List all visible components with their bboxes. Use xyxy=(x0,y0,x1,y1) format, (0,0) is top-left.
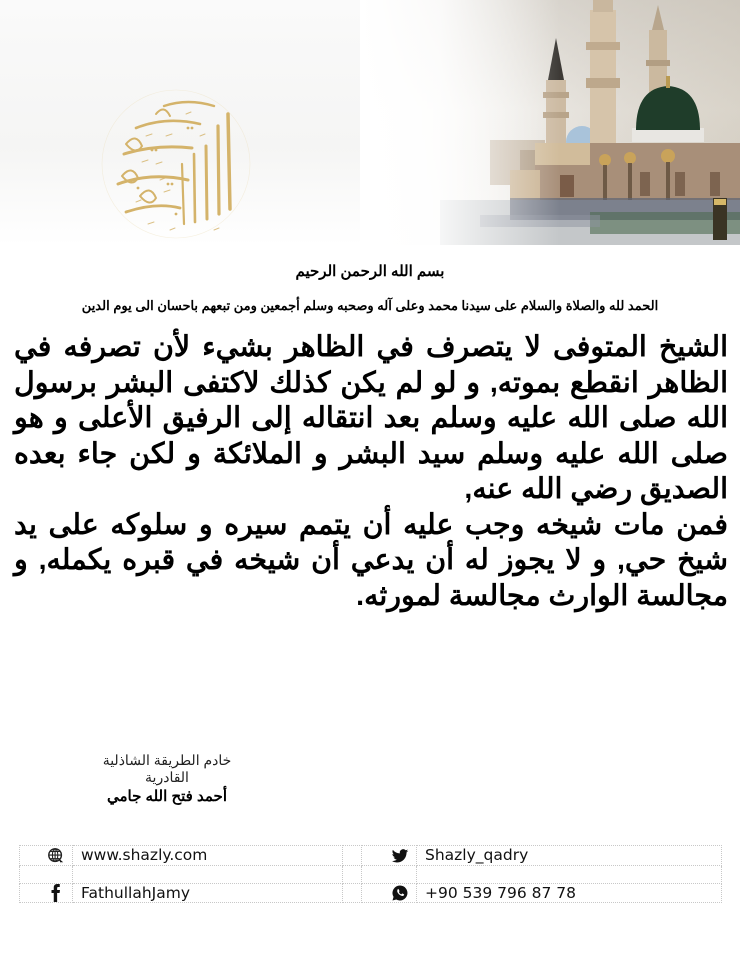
hamd-line: الحمد لله والصلاة والسلام على سيدنا محمد وعلى آله وصحبه وسلم أجمعين ومن تبعهم باحسان الى يوم الدين xyxy=(81,298,659,313)
basmala-heading: بسم الله الرحمن الرحيم xyxy=(295,263,445,280)
main-text xyxy=(14,330,728,614)
contact-table xyxy=(19,845,721,902)
whatsapp-icon xyxy=(391,884,409,902)
paragraph-1: الشيخ المتوفى لا يتصرف في الظاهر بشيء لأن تصرفه في الظاهر انقطع بموته, و لو لم يكن كذلك لاكتفى البشر برسول الله صلى الله عليه وسلم بعد انتقاله إلى الرفيق الأعلى و هو صلى الله عليه وسلم سيد البشر و الملائكة و لكن جاء بعده الصديق رضي الله عنه, xyxy=(14,331,728,505)
twitter-icon xyxy=(391,847,409,865)
contact-row xyxy=(20,883,722,903)
signature-name: أحمد فتح الله جامي xyxy=(107,788,227,805)
signature-role: خادم الطريقة الشاذلية القادرية xyxy=(102,752,232,785)
facebook-link[interactable]: FathullahJamy xyxy=(73,883,343,903)
image-fade xyxy=(360,0,560,245)
header-banner xyxy=(0,0,740,245)
website-link[interactable]: www.shazly.com xyxy=(73,846,343,866)
phone-number[interactable]: +90 539 796 87 78 xyxy=(417,883,722,903)
paragraph-2: فمن مات شيخه وجب عليه أن يتمم سيره و سلوكه على يد شيخ حي, و لا يجوز له أن يدعي أن شيخه في قبره يكمله, و مجالسة الوارث مجالسة لمورثه. xyxy=(14,508,728,612)
contact-row xyxy=(20,846,722,866)
globe-icon xyxy=(47,847,65,865)
facebook-icon xyxy=(47,884,65,902)
twitter-handle[interactable]: Shazly_qadry xyxy=(417,846,722,866)
calligraphy-logo xyxy=(96,84,256,244)
